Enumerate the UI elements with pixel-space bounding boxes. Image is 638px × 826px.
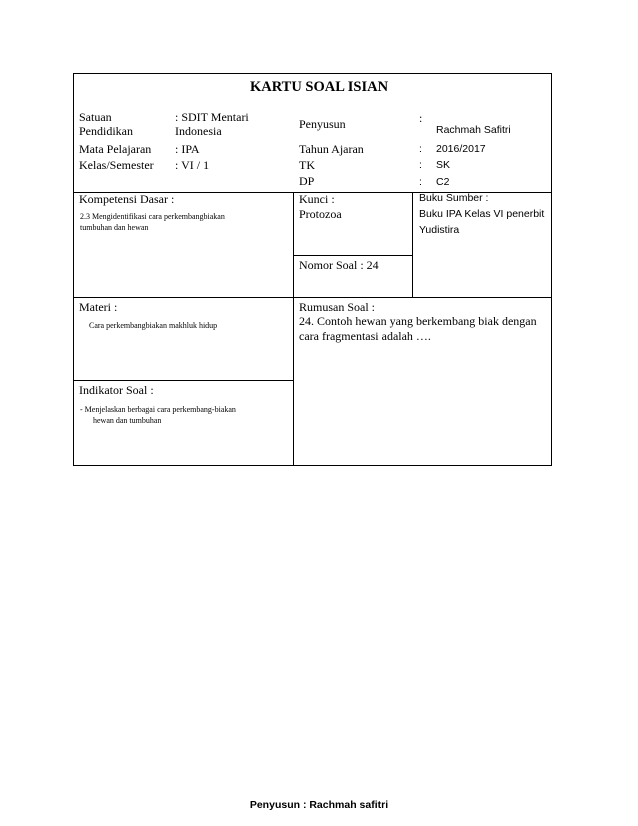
satuan-value-2: Indonesia — [175, 124, 222, 138]
satuan-value-1: : SDIT Mentari — [175, 110, 249, 124]
dp-colon: : — [419, 176, 422, 188]
buku-sumber-label: Buku Sumber : — [419, 192, 489, 204]
mapel-label: Mata Pelajaran — [79, 142, 152, 156]
dp-value: C2 — [436, 176, 450, 188]
mapel-value: : IPA — [175, 142, 200, 156]
indikator-line-1: - Menjelaskan berbagai cara perkembang-biakan — [80, 405, 236, 414]
nomor-soal: Nomor Soal : 24 — [299, 258, 379, 272]
divider-materi — [74, 297, 551, 298]
kompetensi-label: Kompetensi Dasar : — [79, 192, 175, 206]
divider-nomor — [293, 255, 413, 256]
card-title: KARTU SOAL ISIAN — [249, 79, 389, 95]
materi-value: Cara perkembangbiakan makhluk hidup — [89, 321, 218, 330]
kompetensi-line-2: tumbuhan dan hewan — [80, 223, 149, 232]
rumusan-line-1: 24. Contoh hewan yang berkembang biak dengan — [299, 314, 537, 328]
penyusun-colon: : — [419, 111, 423, 125]
indikator-line-2: hewan dan tumbuhan — [93, 416, 162, 425]
rumusan-label: Rumusan Soal : — [299, 300, 376, 314]
satuan-label-2: Pendidikan — [79, 124, 133, 138]
tk-colon: : — [419, 159, 422, 171]
satuan-label-1: Satuan — [79, 110, 112, 124]
divider-kunci-buku — [412, 192, 413, 297]
kunci-value: Protozoa — [299, 207, 342, 221]
kelas-value: : VI / 1 — [175, 158, 210, 172]
kunci-label: Kunci : — [299, 192, 335, 206]
kelas-label: Kelas/Semester — [79, 158, 154, 172]
penyusun-label: Penyusun — [299, 117, 346, 131]
tahun-colon: : — [419, 143, 422, 155]
divider-indikator — [74, 380, 294, 381]
divider-kompetensi-kunci — [293, 192, 294, 465]
indikator-label: Indikator Soal : — [79, 383, 154, 397]
tk-label: TK — [299, 158, 315, 172]
tahun-label: Tahun Ajaran — [299, 142, 364, 156]
kompetensi-line-1: 2.3 Mengidentifikasi cara perkembangbiakan — [80, 212, 225, 221]
tk-value: SK — [436, 159, 451, 171]
buku-sumber-line-1: Buku IPA Kelas VI penerbit — [419, 208, 545, 220]
materi-label: Materi : — [79, 300, 118, 314]
buku-sumber-line-2: Yudistira — [419, 224, 460, 236]
dp-label: DP — [299, 174, 315, 188]
rumusan-line-2: cara fragmentasi adalah …. — [299, 329, 431, 343]
footer-author: Penyusun : Rachmah safitri — [249, 799, 389, 811]
penyusun-value: Rachmah Safitri — [436, 124, 511, 136]
tahun-value: 2016/2017 — [436, 143, 486, 155]
